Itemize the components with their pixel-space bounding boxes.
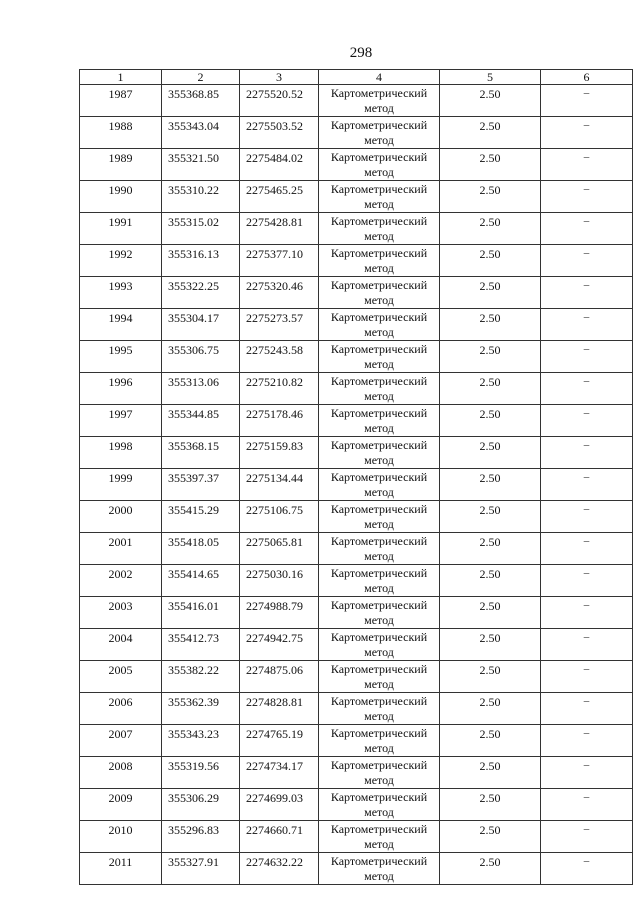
- method-cell: Картометрический метод: [319, 501, 440, 533]
- note-cell: –: [541, 181, 633, 213]
- x-coordinate-cell: 355306.75: [162, 341, 240, 373]
- y-coordinate-cell: 2275134.44: [240, 469, 319, 501]
- x-coordinate-cell: 355368.85: [162, 85, 240, 117]
- note-cell: –: [541, 437, 633, 469]
- note-cell: –: [541, 213, 633, 245]
- accuracy-cell: 2.50: [440, 85, 541, 117]
- x-coordinate-cell: 355418.05: [162, 533, 240, 565]
- x-coordinate-cell: 355327.91: [162, 853, 240, 885]
- accuracy-cell: 2.50: [440, 853, 541, 885]
- table-row: [80, 661, 633, 693]
- table-body: [80, 70, 633, 885]
- point-number-cell: 1999: [80, 469, 162, 501]
- method-cell: Картометрический метод: [319, 469, 440, 501]
- accuracy-cell: 2.50: [440, 693, 541, 725]
- x-coordinate-cell: 355343.04: [162, 117, 240, 149]
- y-coordinate-cell: 2274699.03: [240, 789, 319, 821]
- note-cell: –: [541, 821, 633, 853]
- table-header-row: [80, 70, 633, 85]
- column-header: 5: [440, 70, 541, 85]
- accuracy-cell: 2.50: [440, 661, 541, 693]
- y-coordinate-cell: 2275520.52: [240, 85, 319, 117]
- point-number-cell: 2007: [80, 725, 162, 757]
- column-header: 6: [541, 70, 633, 85]
- table-row: [80, 629, 633, 661]
- method-cell: Картометрический метод: [319, 821, 440, 853]
- accuracy-cell: 2.50: [440, 117, 541, 149]
- table-row: [80, 181, 633, 213]
- y-coordinate-cell: 2275273.57: [240, 309, 319, 341]
- column-header: 2: [162, 70, 240, 85]
- y-coordinate-cell: 2274988.79: [240, 597, 319, 629]
- y-coordinate-cell: 2275428.81: [240, 213, 319, 245]
- y-coordinate-cell: 2275377.10: [240, 245, 319, 277]
- x-coordinate-cell: 355343.23: [162, 725, 240, 757]
- x-coordinate-cell: 355362.39: [162, 693, 240, 725]
- note-cell: –: [541, 597, 633, 629]
- note-cell: –: [541, 725, 633, 757]
- x-coordinate-cell: 355306.29: [162, 789, 240, 821]
- y-coordinate-cell: 2275503.52: [240, 117, 319, 149]
- method-cell: Картометрический метод: [319, 213, 440, 245]
- x-coordinate-cell: 355321.50: [162, 149, 240, 181]
- method-cell: Картометрический метод: [319, 789, 440, 821]
- point-number-cell: 1988: [80, 117, 162, 149]
- table-row: [80, 437, 633, 469]
- y-coordinate-cell: 2274734.17: [240, 757, 319, 789]
- x-coordinate-cell: 355319.56: [162, 757, 240, 789]
- method-cell: Картометрический метод: [319, 85, 440, 117]
- point-number-cell: 1991: [80, 213, 162, 245]
- accuracy-cell: 2.50: [440, 597, 541, 629]
- point-number-cell: 2000: [80, 501, 162, 533]
- method-cell: Картометрический метод: [319, 437, 440, 469]
- accuracy-cell: 2.50: [440, 501, 541, 533]
- note-cell: –: [541, 373, 633, 405]
- y-coordinate-cell: 2275484.02: [240, 149, 319, 181]
- x-coordinate-cell: 355310.22: [162, 181, 240, 213]
- y-coordinate-cell: 2275320.46: [240, 277, 319, 309]
- accuracy-cell: 2.50: [440, 725, 541, 757]
- note-cell: –: [541, 85, 633, 117]
- method-cell: Картометрический метод: [319, 277, 440, 309]
- table-row: [80, 469, 633, 501]
- page-number: 298: [349, 45, 373, 61]
- note-cell: –: [541, 853, 633, 885]
- method-cell: Картометрический метод: [319, 725, 440, 757]
- y-coordinate-cell: 2275210.82: [240, 373, 319, 405]
- accuracy-cell: 2.50: [440, 277, 541, 309]
- table-row: [80, 789, 633, 821]
- point-number-cell: 1997: [80, 405, 162, 437]
- accuracy-cell: 2.50: [440, 789, 541, 821]
- table-row: [80, 501, 633, 533]
- y-coordinate-cell: 2275065.81: [240, 533, 319, 565]
- accuracy-cell: 2.50: [440, 437, 541, 469]
- point-number-cell: 2002: [80, 565, 162, 597]
- method-cell: Картометрический метод: [319, 757, 440, 789]
- x-coordinate-cell: 355416.01: [162, 597, 240, 629]
- point-number-cell: 2003: [80, 597, 162, 629]
- accuracy-cell: 2.50: [440, 533, 541, 565]
- note-cell: –: [541, 405, 633, 437]
- table-row: [80, 85, 633, 117]
- accuracy-cell: 2.50: [440, 309, 541, 341]
- point-number-cell: 2008: [80, 757, 162, 789]
- table-row: [80, 725, 633, 757]
- note-cell: –: [541, 309, 633, 341]
- table-row: [80, 341, 633, 373]
- note-cell: –: [541, 117, 633, 149]
- column-header: 1: [80, 70, 162, 85]
- x-coordinate-cell: 355344.85: [162, 405, 240, 437]
- accuracy-cell: 2.50: [440, 373, 541, 405]
- x-coordinate-cell: 355304.17: [162, 309, 240, 341]
- y-coordinate-cell: 2274765.19: [240, 725, 319, 757]
- note-cell: –: [541, 661, 633, 693]
- accuracy-cell: 2.50: [440, 821, 541, 853]
- note-cell: –: [541, 149, 633, 181]
- method-cell: Картометрический метод: [319, 341, 440, 373]
- method-cell: Картометрический метод: [319, 405, 440, 437]
- y-coordinate-cell: 2275106.75: [240, 501, 319, 533]
- table-row: [80, 693, 633, 725]
- x-coordinate-cell: 355414.65: [162, 565, 240, 597]
- accuracy-cell: 2.50: [440, 757, 541, 789]
- point-number-cell: 2006: [80, 693, 162, 725]
- point-number-cell: 2009: [80, 789, 162, 821]
- accuracy-cell: 2.50: [440, 213, 541, 245]
- x-coordinate-cell: 355322.25: [162, 277, 240, 309]
- point-number-cell: 1990: [80, 181, 162, 213]
- point-number-cell: 2004: [80, 629, 162, 661]
- table-row: [80, 757, 633, 789]
- method-cell: Картометрический метод: [319, 693, 440, 725]
- method-cell: Картометрический метод: [319, 245, 440, 277]
- y-coordinate-cell: 2274875.06: [240, 661, 319, 693]
- accuracy-cell: 2.50: [440, 245, 541, 277]
- method-cell: Картометрический метод: [319, 597, 440, 629]
- accuracy-cell: 2.50: [440, 469, 541, 501]
- point-number-cell: 1987: [80, 85, 162, 117]
- x-coordinate-cell: 355412.73: [162, 629, 240, 661]
- table-row: [80, 565, 633, 597]
- accuracy-cell: 2.50: [440, 405, 541, 437]
- point-number-cell: 1992: [80, 245, 162, 277]
- method-cell: Картометрический метод: [319, 853, 440, 885]
- table-row: [80, 309, 633, 341]
- table-row: [80, 821, 633, 853]
- method-cell: Картометрический метод: [319, 117, 440, 149]
- table-row: [80, 245, 633, 277]
- table-row: [80, 373, 633, 405]
- table-row: [80, 277, 633, 309]
- x-coordinate-cell: 355382.22: [162, 661, 240, 693]
- y-coordinate-cell: 2275465.25: [240, 181, 319, 213]
- point-number-cell: 2001: [80, 533, 162, 565]
- point-number-cell: 1994: [80, 309, 162, 341]
- note-cell: –: [541, 245, 633, 277]
- point-number-cell: 2005: [80, 661, 162, 693]
- y-coordinate-cell: 2274942.75: [240, 629, 319, 661]
- point-number-cell: 2010: [80, 821, 162, 853]
- y-coordinate-cell: 2275178.46: [240, 405, 319, 437]
- point-number-cell: 1998: [80, 437, 162, 469]
- x-coordinate-cell: 355397.37: [162, 469, 240, 501]
- note-cell: –: [541, 757, 633, 789]
- note-cell: –: [541, 469, 633, 501]
- method-cell: Картометрический метод: [319, 149, 440, 181]
- table-row: [80, 117, 633, 149]
- x-coordinate-cell: 355415.29: [162, 501, 240, 533]
- note-cell: –: [541, 277, 633, 309]
- point-number-cell: 1993: [80, 277, 162, 309]
- y-coordinate-cell: 2275159.83: [240, 437, 319, 469]
- y-coordinate-cell: 2275243.58: [240, 341, 319, 373]
- x-coordinate-cell: 355313.06: [162, 373, 240, 405]
- note-cell: –: [541, 341, 633, 373]
- note-cell: –: [541, 789, 633, 821]
- table-row: [80, 149, 633, 181]
- note-cell: –: [541, 533, 633, 565]
- method-cell: Картометрический метод: [319, 629, 440, 661]
- point-number-cell: 1989: [80, 149, 162, 181]
- method-cell: Картометрический метод: [319, 565, 440, 597]
- note-cell: –: [541, 629, 633, 661]
- x-coordinate-cell: 355315.02: [162, 213, 240, 245]
- table-row: [80, 405, 633, 437]
- table-row: [80, 853, 633, 885]
- x-coordinate-cell: 355296.83: [162, 821, 240, 853]
- method-cell: Картометрический метод: [319, 373, 440, 405]
- method-cell: Картометрический метод: [319, 181, 440, 213]
- accuracy-cell: 2.50: [440, 341, 541, 373]
- table-row: [80, 597, 633, 629]
- note-cell: –: [541, 501, 633, 533]
- point-number-cell: 1995: [80, 341, 162, 373]
- y-coordinate-cell: 2274660.71: [240, 821, 319, 853]
- y-coordinate-cell: 2275030.16: [240, 565, 319, 597]
- method-cell: Картометрический метод: [319, 309, 440, 341]
- note-cell: –: [541, 693, 633, 725]
- coordinates-table: [79, 69, 633, 885]
- x-coordinate-cell: 355316.13: [162, 245, 240, 277]
- y-coordinate-cell: 2274632.22: [240, 853, 319, 885]
- point-number-cell: 1996: [80, 373, 162, 405]
- accuracy-cell: 2.50: [440, 565, 541, 597]
- x-coordinate-cell: 355368.15: [162, 437, 240, 469]
- column-header: 3: [240, 70, 319, 85]
- method-cell: Картометрический метод: [319, 533, 440, 565]
- point-number-cell: 2011: [80, 853, 162, 885]
- table-row: [80, 213, 633, 245]
- method-cell: Картометрический метод: [319, 661, 440, 693]
- column-header: 4: [319, 70, 440, 85]
- y-coordinate-cell: 2274828.81: [240, 693, 319, 725]
- accuracy-cell: 2.50: [440, 629, 541, 661]
- accuracy-cell: 2.50: [440, 149, 541, 181]
- table-row: [80, 533, 633, 565]
- note-cell: –: [541, 565, 633, 597]
- accuracy-cell: 2.50: [440, 181, 541, 213]
